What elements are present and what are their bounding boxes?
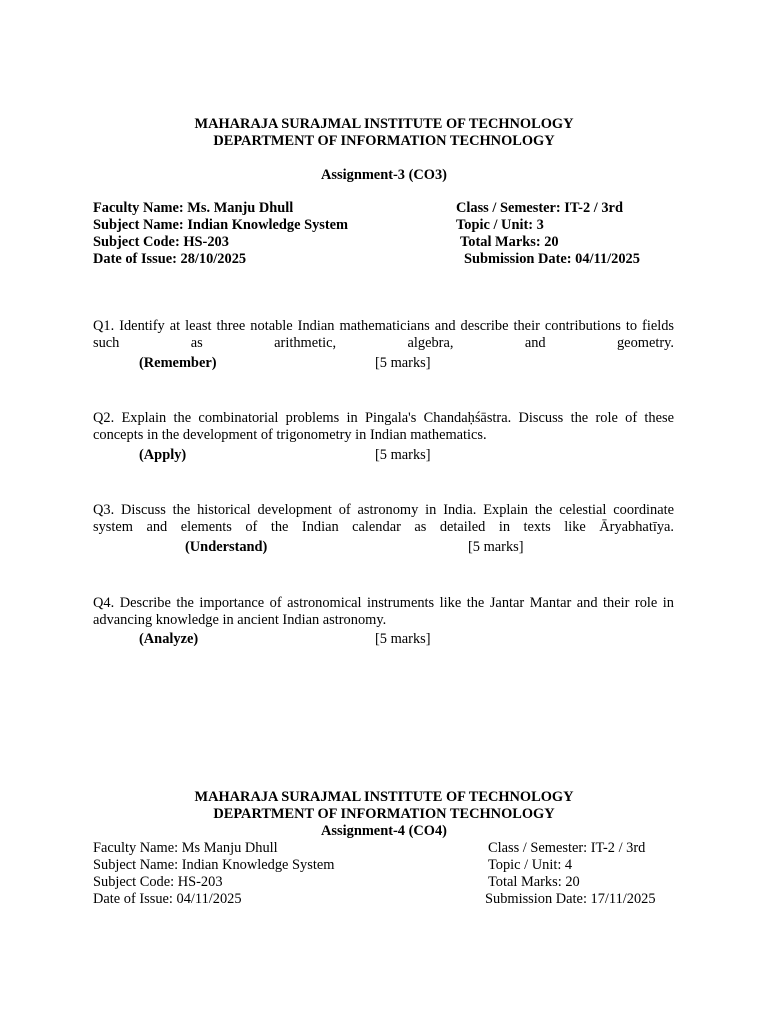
question-3-level: (Understand)	[185, 539, 268, 555]
faculty-name: Faculty Name: Ms. Manju Dhull	[93, 200, 294, 216]
question-1-level: (Remember)	[139, 355, 217, 371]
topic-unit: Topic / Unit: 3	[456, 217, 544, 233]
class-semester-2: Class / Semester: IT-2 / 3rd	[488, 840, 646, 856]
department-name-2: DEPARTMENT OF INFORMATION TECHNOLOGY	[213, 806, 555, 822]
submission-date: Submission Date: 04/11/2025	[464, 251, 640, 267]
date-of-issue: Date of Issue: 28/10/2025	[93, 251, 247, 267]
date-of-issue-2: Date of Issue: 04/11/2025	[93, 891, 242, 907]
question-2-level: (Apply)	[139, 447, 187, 463]
subject-name: Subject Name: Indian Knowledge System	[93, 217, 349, 233]
subject-code: Subject Code: HS-203	[93, 234, 229, 250]
total-marks: Total Marks: 20	[460, 234, 559, 250]
question-2-marks: [5 marks]	[375, 447, 431, 463]
subject-name-2: Subject Name: Indian Knowledge System	[93, 857, 335, 873]
institute-name-2: MAHARAJA SURAJMAL INSTITUTE OF TECHNOLOGY	[194, 789, 574, 805]
question-4-level: (Analyze)	[139, 631, 199, 647]
subject-code-2: Subject Code: HS-203	[93, 874, 223, 890]
institute-name: MAHARAJA SURAJMAL INSTITUTE OF TECHNOLOGY	[194, 116, 574, 132]
class-semester: Class / Semester: IT-2 / 3rd	[456, 200, 623, 216]
total-marks-2: Total Marks: 20	[488, 874, 580, 890]
assignment-title: Assignment-3 (CO3)	[321, 167, 447, 183]
assignment-title-2: Assignment-4 (CO4)	[321, 823, 447, 839]
topic-unit-2: Topic / Unit: 4	[488, 857, 573, 873]
question-3-text: Q3. Discuss the historical development of astronomy in India. Explain the celestial coordinate system and elements of the Indian calendar as detailed in texts like Āryabhatīya.	[93, 502, 674, 535]
question-4-marks: [5 marks]	[375, 631, 431, 647]
faculty-name-2: Faculty Name: Ms Manju Dhull	[93, 840, 278, 856]
question-4-text: Q4. Describe the importance of astronomical instruments like the Jantar Mantar and their role in advancing knowledge in ancient Indian astronomy.	[93, 595, 674, 628]
question-2-text: Q2. Explain the combinatorial problems in Pingala's Chandaḥśāstra. Discuss the role of these concepts in the development of trigonometry in Indian mathematics.	[93, 410, 674, 443]
submission-date-2: Submission Date: 17/11/2025	[485, 891, 656, 907]
question-1-text: Q1. Identify at least three notable Indian mathematicians and describe their contributions to fields such as arithmetic, algebra, and geometry.	[93, 318, 674, 351]
question-3-marks: [5 marks]	[468, 539, 524, 555]
department-name: DEPARTMENT OF INFORMATION TECHNOLOGY	[213, 133, 555, 149]
question-1-marks: [5 marks]	[375, 355, 431, 371]
